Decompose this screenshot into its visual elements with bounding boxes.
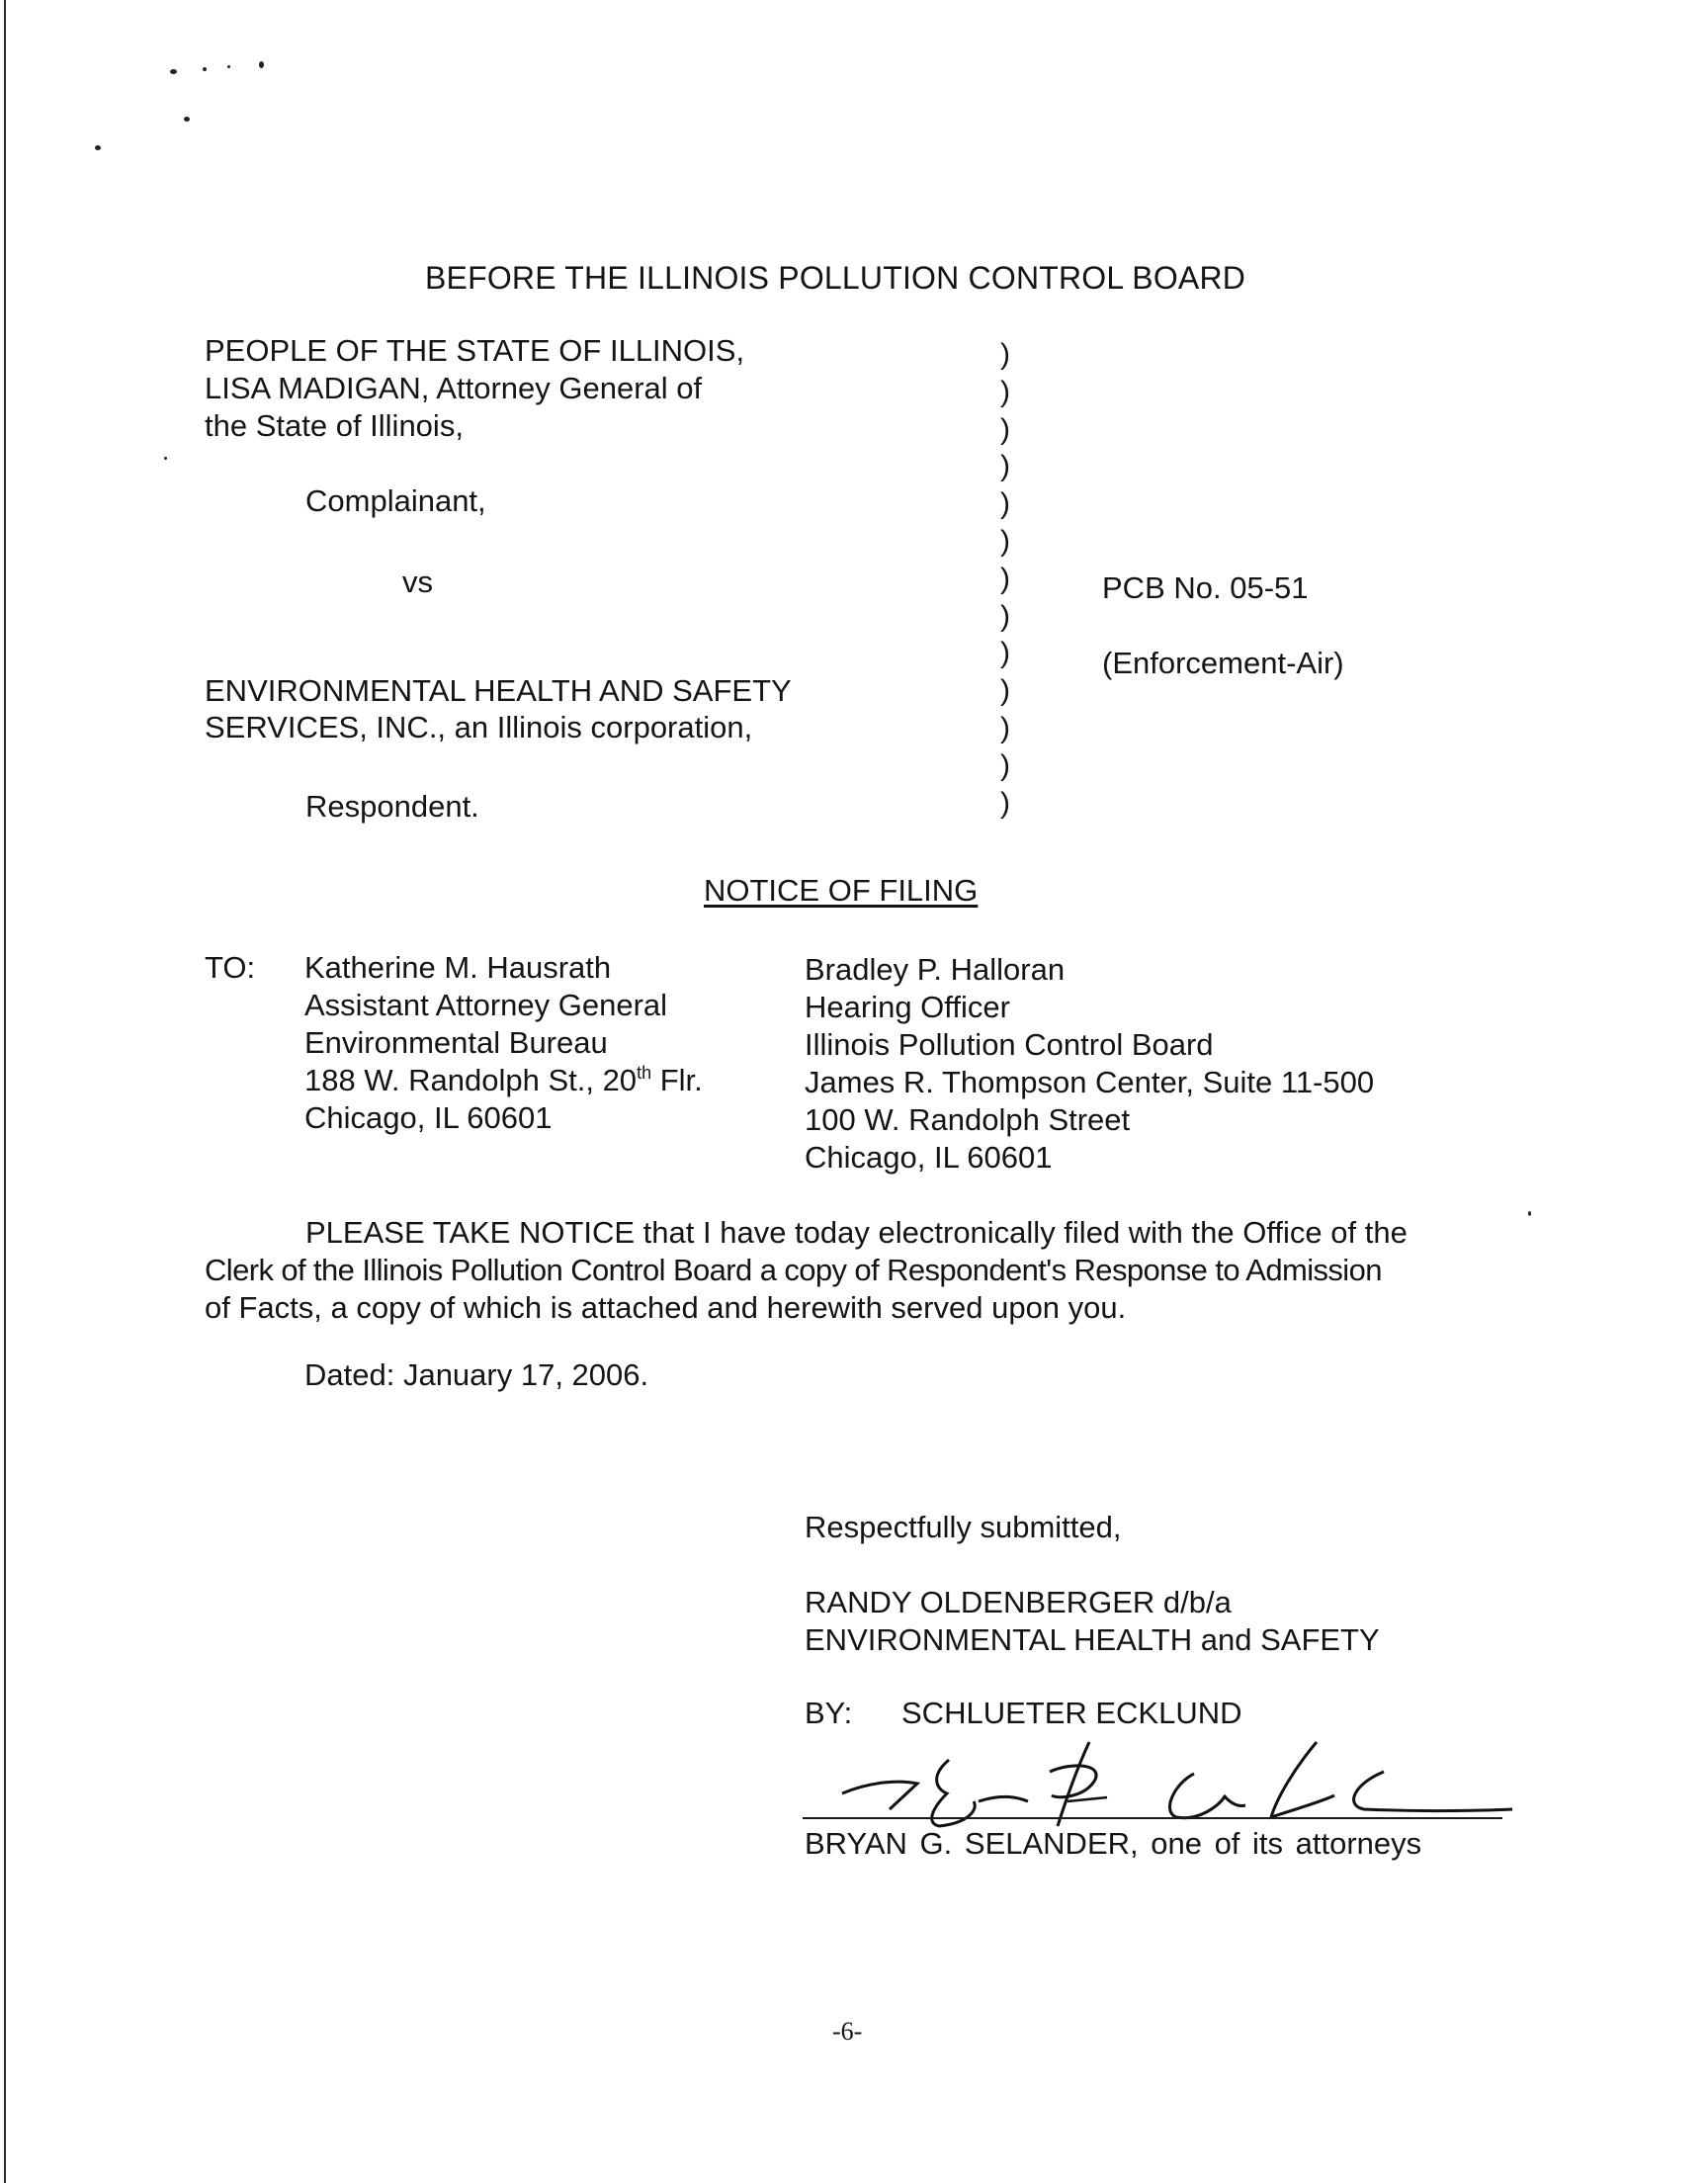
complainant-line: PEOPLE OF THE STATE OF ILLINOIS, <box>205 333 745 368</box>
caption-paren: ) <box>1000 487 1010 521</box>
notice-line: Clerk of the Illinois Pollution Control Board a copy of Respondent's Response to Admission <box>205 1253 1382 1287</box>
page-number: -6- <box>832 2017 863 2046</box>
recipient-line: 100 W. Randolph Street <box>805 1102 1131 1137</box>
respondent-line: SERVICES, INC., an Illinois corporation, <box>205 710 753 744</box>
caption-paren: ) <box>1000 412 1010 446</box>
scan-speck <box>184 117 190 122</box>
scan-speck <box>259 61 264 68</box>
recipient-office: Environmental Bureau <box>304 1025 608 1060</box>
dated-line: Dated: January 17, 2006. <box>304 1357 649 1392</box>
case-caption-parties <box>205 332 976 826</box>
notice-line: of Facts, a copy of which is attached and herewith served upon you. <box>205 1290 1127 1325</box>
to-label: TO: <box>205 950 256 985</box>
recipient-city: Chicago, IL 60601 <box>304 1100 553 1135</box>
signatory-line: ENVIRONMENTAL HEALTH and SAFETY <box>805 1622 1380 1657</box>
caption-paren: ) <box>1000 711 1010 744</box>
caption-paren: ) <box>1000 674 1010 708</box>
recipient-line: Hearing Officer <box>805 990 1010 1024</box>
case-type: (Enforcement-Air) <box>1102 646 1344 680</box>
scan-speck <box>203 67 207 71</box>
versus-label: vs <box>402 565 433 599</box>
respondent-role: Respondent. <box>305 789 479 824</box>
closing-line: Respectfully submitted, <box>805 1510 1122 1544</box>
complainant-role: Complainant, <box>305 483 486 518</box>
scan-speck <box>170 69 177 74</box>
recipient-block-attorney-general <box>304 949 703 1137</box>
signatory-block <box>805 1584 1380 1659</box>
scan-edge-line <box>4 0 6 2183</box>
recipient-line: Illinois Pollution Control Board <box>805 1027 1214 1062</box>
court-header: BEFORE THE ILLINOIS POLLUTION CONTROL BOARD <box>425 260 1246 296</box>
notice-line: PLEASE TAKE NOTICE that I have today electronically filed with the Office of the <box>305 1215 1408 1250</box>
scan-speck <box>227 65 230 68</box>
signature-line <box>803 1817 1502 1819</box>
scan-speck <box>1528 1211 1531 1216</box>
complainant-line: the State of Illinois, <box>205 408 464 443</box>
caption-parentheses <box>1000 336 1020 822</box>
case-number: PCB No. 05-51 <box>1102 570 1309 605</box>
scan-speck <box>164 457 167 460</box>
recipient-line: James R. Thompson Center, Suite 11-500 <box>805 1065 1375 1099</box>
by-label: BY: <box>805 1696 853 1730</box>
document-title: NOTICE OF FILING <box>704 873 979 908</box>
signatory-line: RANDY OLDENBERGER d/b/a <box>805 1585 1232 1619</box>
recipient-line: Chicago, IL 60601 <box>805 1140 1053 1175</box>
recipient-name: Katherine M. Hausrath <box>304 950 612 985</box>
caption-paren: ) <box>1000 637 1010 670</box>
scan-speck <box>95 145 101 150</box>
recipient-title: Assistant Attorney General <box>304 988 668 1022</box>
caption-paren: ) <box>1000 748 1010 782</box>
respondent-line: ENVIRONMENTAL HEALTH AND SAFETY <box>205 673 792 708</box>
caption-paren: ) <box>1000 524 1010 558</box>
recipient-street: 188 W. Randolph St., 20th Flr. <box>304 1063 703 1097</box>
caption-paren: ) <box>1000 375 1010 408</box>
caption-paren: ) <box>1000 338 1010 371</box>
caption-paren: ) <box>1000 450 1010 483</box>
caption-paren: ) <box>1000 599 1010 633</box>
law-firm-name: SCHLUETER ECKLUND <box>901 1696 1242 1730</box>
attorney-name: BRYAN G. SELANDER, one of its attorneys <box>805 1826 1422 1861</box>
notice-paragraph <box>205 1214 1509 1327</box>
complainant-line: LISA MADIGAN, Attorney General of <box>205 371 703 405</box>
recipient-line: Bradley P. Halloran <box>805 952 1066 987</box>
caption-paren: ) <box>1000 786 1010 820</box>
recipient-block-hearing-officer <box>805 951 1374 1177</box>
caption-paren: ) <box>1000 562 1010 595</box>
